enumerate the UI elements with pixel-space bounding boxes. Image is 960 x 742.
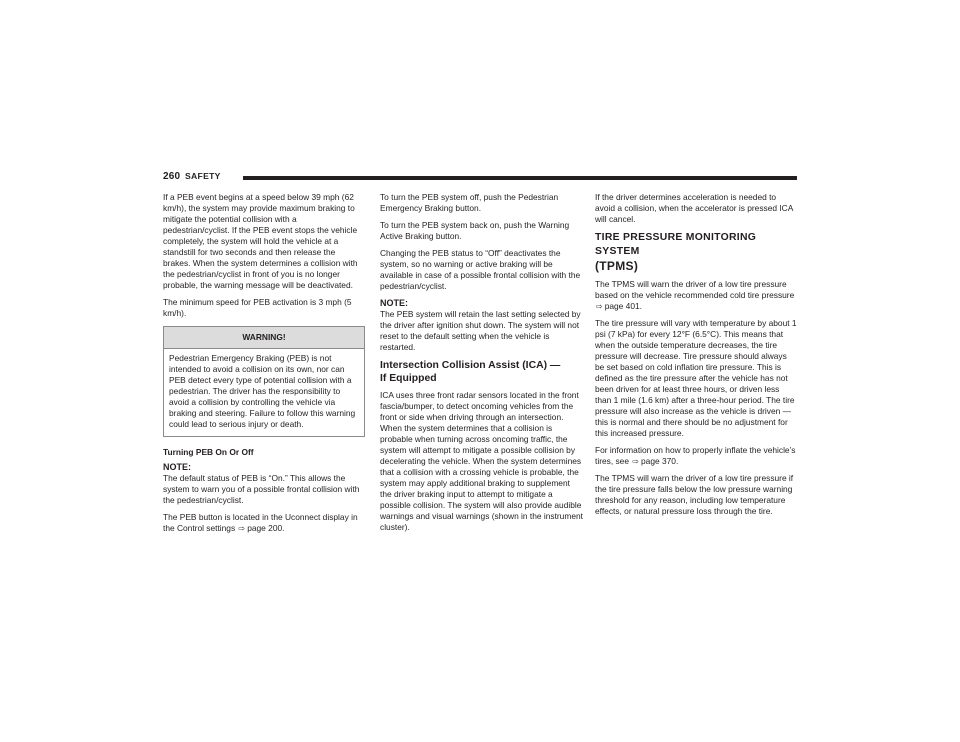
warning-title: WARNING!: [164, 327, 364, 349]
note-text: The default status of PEB is “On.” This allows the system to warn you of a possible frontal collision with the pedestrian/cyclist.: [163, 473, 360, 505]
page-header: [163, 171, 797, 185]
paragraph: If a PEB event begins at a speed below 39 mph (62 km/h), the system may provide maximum braking to mitigate the potential collision with a pedestrian/cyclist. If the PEB event stops the vehicle completely, the system will hold the vehicle at a standstill for two seconds and then release the brakes. When the system determines a collision with the pedestrian/cyclist in front of you is no longer probable, the warning message will be deactivated.: [163, 192, 358, 290]
paragraph: Changing the PEB status to “Off” deactivates the system, so no warning or active braking will be available in case of a possible frontal collision with the pedestrian/cyclist.: [380, 248, 581, 291]
column-right: [595, 192, 797, 523]
header-rule: [243, 176, 797, 180]
note-label: NOTE:: [380, 298, 408, 308]
warning-box: [163, 326, 365, 437]
paragraph: The TPMS will warn the driver of a low tire pressure if the tire pressure falls below the low pressure warning threshold for any reason, including low temperature effects, or natural pressure loss through the tire.: [595, 473, 794, 516]
arrow-right-icon: ⇨: [632, 457, 640, 466]
paragraph: To turn the PEB system back on, push the Warning Active Braking button.: [380, 220, 570, 241]
arrow-right-icon: ⇨: [238, 524, 246, 533]
note-label: NOTE:: [163, 462, 191, 472]
note-text: The PEB system will retain the last setting selected by the driver after ignition shut down. The system will not reset to the default setting when the vehicle is restarted.: [380, 309, 581, 352]
section-heading-ica: [380, 359, 583, 385]
paragraph: [595, 279, 797, 312]
column-middle: [380, 192, 583, 539]
paragraph: ICA uses three front radar sensors located in the front fascia/bumper, to detect oncoming vehicles from the front or side when driving through an intersection. When the system determines that a collision is probable when turning across oncoming traffic, the system will attempt to mitigate a possible collision by decelerating the vehicle. When the system determines that a collision with a crossing vehicle is probable, the system may apply additional braking to supplement the driver braking input to attempt to mitigate a possible collision. The system will also provide audible warnings and visual warnings (shown in the instrument cluster).: [380, 390, 583, 532]
page-reference[interactable]: page 370.: [641, 456, 679, 466]
paragraph-text: The TPMS will warn the driver of a low tire pressure based on the vehicle recommended cold tire pressure: [595, 279, 795, 300]
heading-line: Intersection Collision Assist (ICA) —: [380, 360, 561, 371]
paragraph: The minimum speed for PEB activation is 3 mph (5 km/h).: [163, 297, 352, 318]
subheading: Turning PEB On Or Off: [163, 447, 254, 457]
page-reference[interactable]: page 401.: [604, 301, 642, 311]
arrow-right-icon: ⇨: [596, 302, 603, 311]
paragraph: If the driver determines acceleration is needed to avoid a collision, when the accelerator is pressed ICA will cancel.: [595, 192, 793, 224]
paragraph: To turn the PEB system off, push the Pedestrian Emergency Braking button.: [380, 192, 559, 213]
paragraph-text: The PEB button is located in the Uconnect display in the Control settings: [163, 512, 358, 533]
page-number: 260: [163, 171, 181, 182]
section-title: SAFETY: [185, 171, 221, 181]
paragraph-text: For information on how to properly inflate the vehicle’s tires, see: [595, 445, 796, 466]
paragraph: The tire pressure will vary with temperature by about 1 psi (7 kPa) for every 12°F (6.5°C). This means that when the outside temperature decreases, the tire pressure will decrease. Tire pressure should always be set based on cold inflation tire pressure. This is defined as the tire pressure after the vehicle has not been driven for at least three hours, or driven less than 1 mile (1.6 km) after a three-hour period. The tire pressure will also increase as the vehicle is driven — this is normal and there should be no adjustment for this increased pressure.: [595, 318, 797, 438]
paragraph: [163, 512, 365, 534]
paragraph: [595, 445, 797, 467]
heading-line: (TPMS): [595, 259, 639, 273]
heading-line: TIRE PRESSURE MONITORING SYSTEM: [595, 232, 757, 257]
column-left: [163, 192, 365, 540]
heading-line: If Equipped: [380, 373, 437, 384]
page-reference[interactable]: page 200.: [247, 523, 285, 533]
warning-text: Pedestrian Emergency Braking (PEB) is not intended to avoid a collision on its own, nor can PEB detect every type of potential collision with a pedestrian. The driver has the responsibility to avoid a collision by controlling the vehicle via braking and steering. Failure to follow this warning could lead to serious injury or death.: [169, 353, 356, 429]
section-heading-tpms: [595, 231, 797, 273]
